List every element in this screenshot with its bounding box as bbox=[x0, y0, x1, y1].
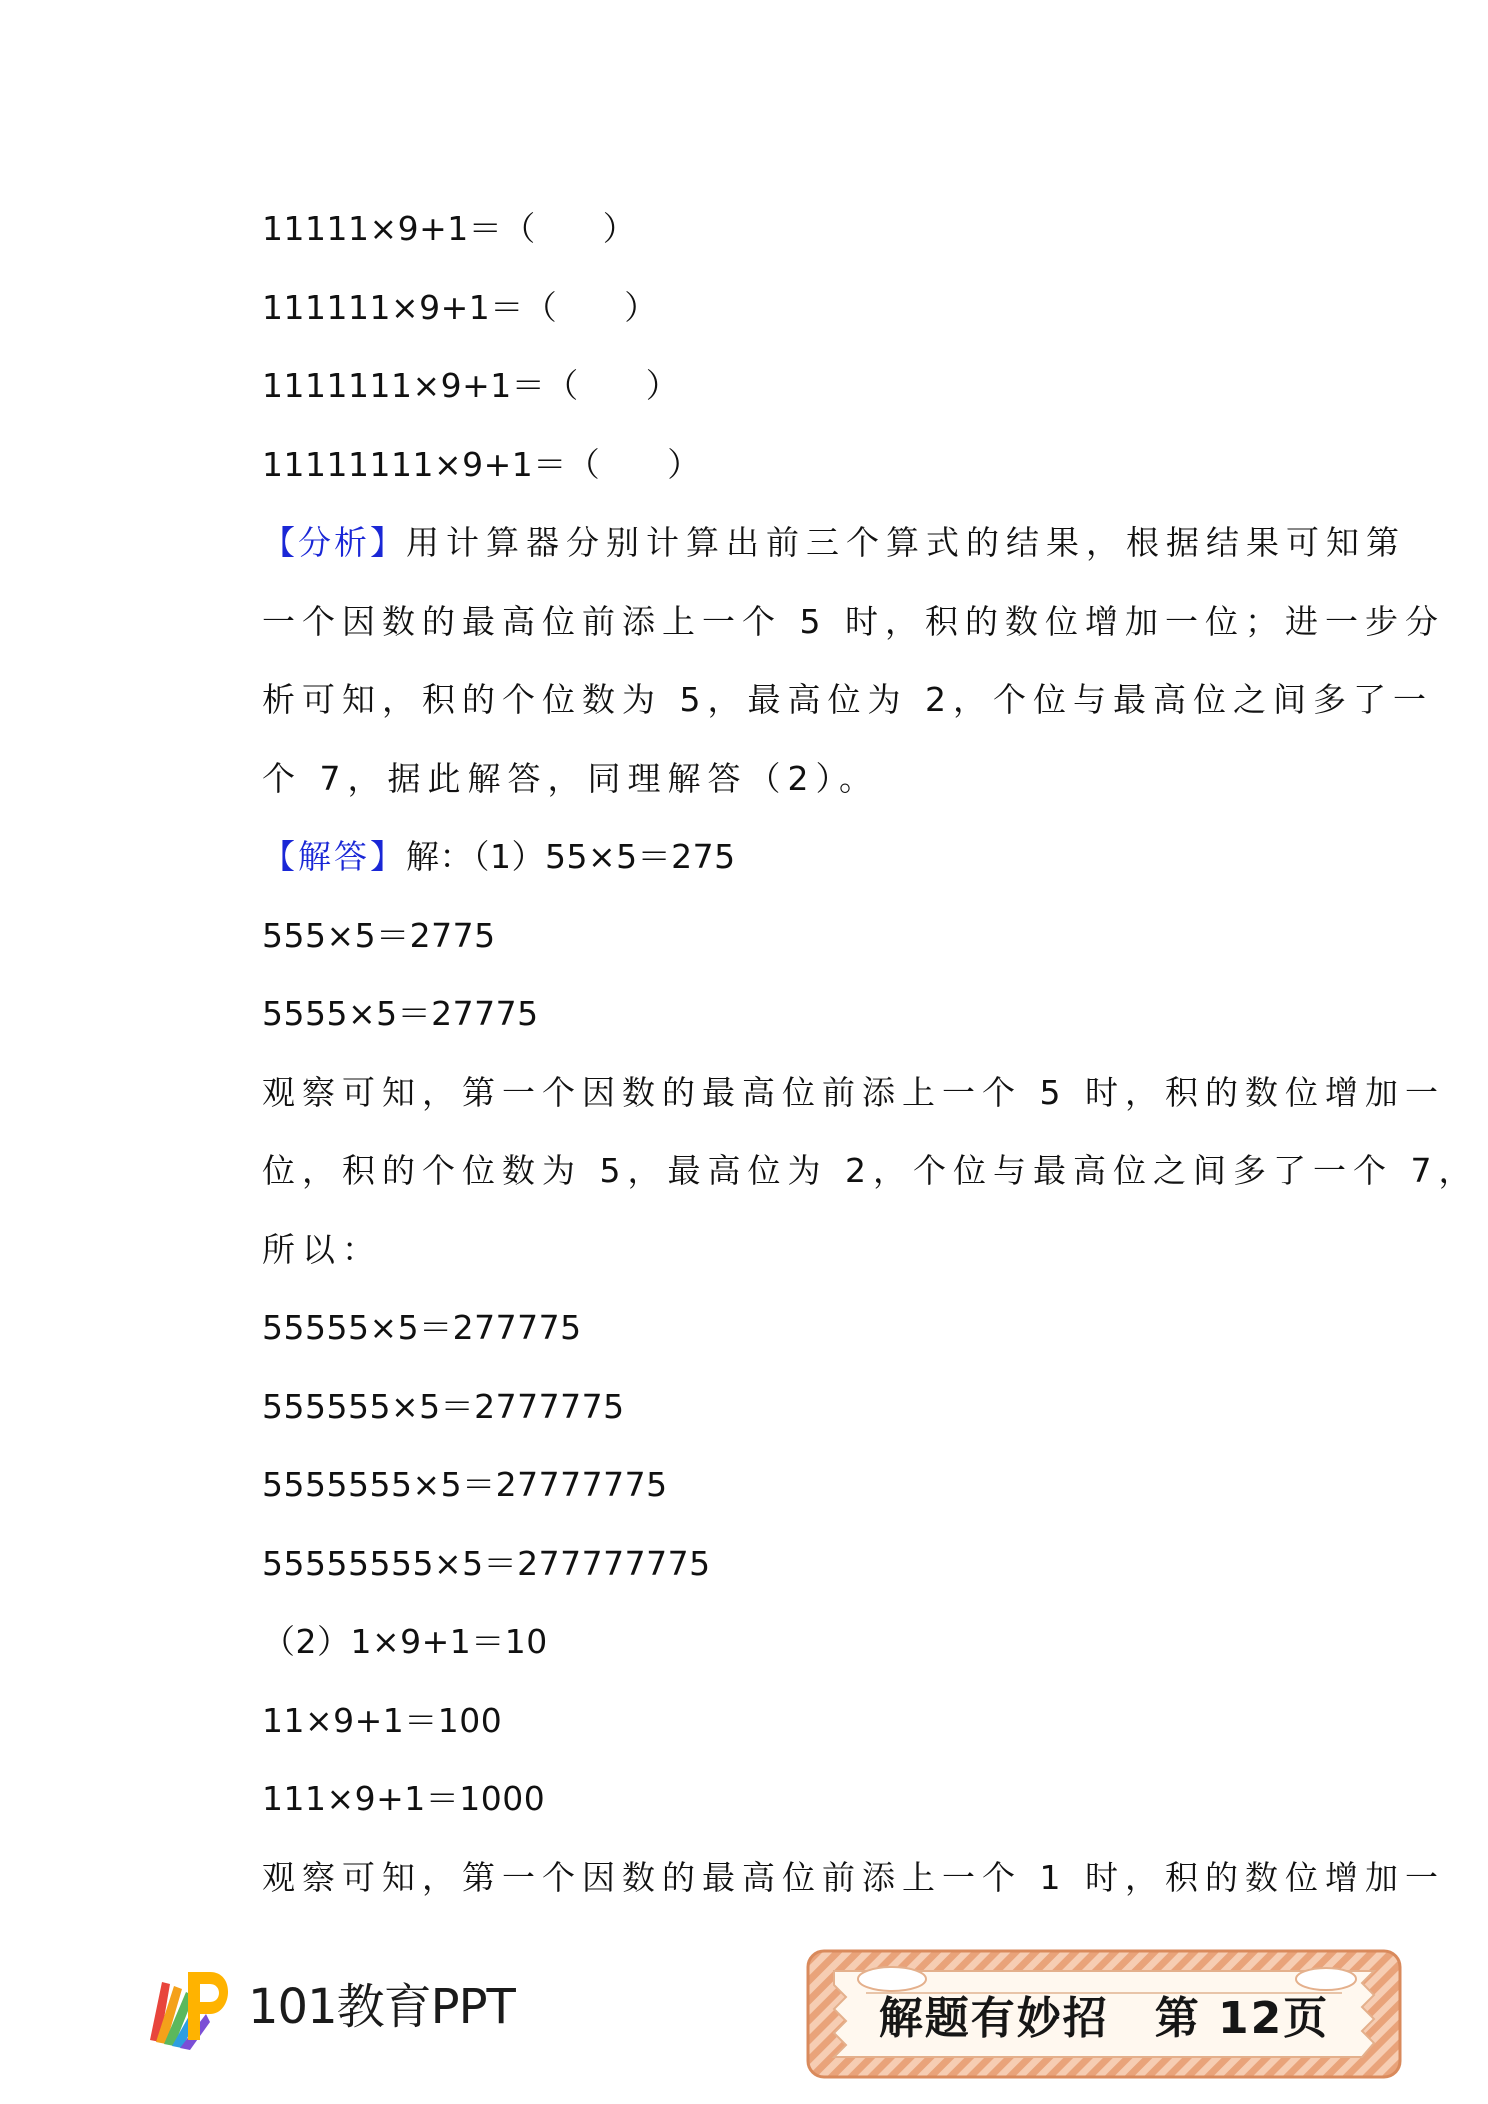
badge-page-number: 第 12页 bbox=[1154, 1993, 1330, 2044]
equation-line: 111×9+1＝1000 bbox=[262, 1779, 546, 1818]
badge-title: 解题有妙招 bbox=[878, 1993, 1109, 2044]
observation-line: 位，积的个位数为 5，最高位为 2，个位与最高位之间多了一个 7， bbox=[262, 1151, 1479, 1190]
analysis-line: 析可知，积的个位数为 5，最高位为 2，个位与最高位之间多了一 bbox=[262, 680, 1433, 719]
badge-label bbox=[806, 1949, 1402, 2079]
document-body bbox=[262, 190, 1479, 1917]
observation-line: 观察可知，第一个因数的最高位前添上一个 5 时，积的数位增加一 bbox=[262, 1072, 1445, 1112]
p-logo-icon bbox=[140, 1962, 240, 2052]
answer-tag: 【解答】 bbox=[262, 837, 406, 876]
analysis-line: 一个因数的最高位前添上一个 5 时，积的数位增加一位；进一步分 bbox=[262, 601, 1445, 641]
observation-line: 观察可知，第一个因数的最高位前添上一个 1 时，积的数位增加一 bbox=[262, 1857, 1445, 1897]
observation-line: 所以： bbox=[262, 1229, 382, 1269]
equation-line: 11111111×9+1＝（ ） bbox=[262, 444, 701, 484]
page-badge bbox=[806, 1949, 1402, 2079]
brand-logo bbox=[140, 1962, 540, 2052]
analysis-tag: 【分析】 bbox=[262, 523, 406, 562]
answer-text: 解：（1）55×5＝275 bbox=[406, 837, 736, 876]
analysis-line bbox=[262, 504, 1406, 583]
equation-line: 555555×5＝2777775 bbox=[262, 1386, 625, 1426]
equation-line: （2）1×9+1＝10 bbox=[262, 1622, 548, 1661]
equation-line: 5555×5＝27775 bbox=[262, 994, 539, 1033]
answer-line bbox=[262, 818, 1282, 897]
analysis-text: 用计算器分别计算出前三个算式的结果，根据结果可知第 bbox=[406, 523, 1406, 562]
analysis-line: 个 7，据此解答，同理解答（2）。 bbox=[262, 758, 879, 798]
equation-line: 11111×9+1＝（ ） bbox=[262, 209, 637, 248]
equation-line: 555×5＝2775 bbox=[262, 915, 496, 955]
equation-line: 55555555×5＝277777775 bbox=[262, 1543, 711, 1583]
equation-line: 55555×5＝277775 bbox=[262, 1308, 582, 1347]
equation-line: 111111×9+1＝（ ） bbox=[262, 287, 658, 327]
equation-line: 11×9+1＝100 bbox=[262, 1700, 503, 1740]
equation-line: 1111111×9+1＝（ ） bbox=[262, 366, 680, 405]
logo-text: 101教育PPT bbox=[248, 1979, 515, 2035]
equation-line: 5555555×5＝27777775 bbox=[262, 1465, 668, 1504]
